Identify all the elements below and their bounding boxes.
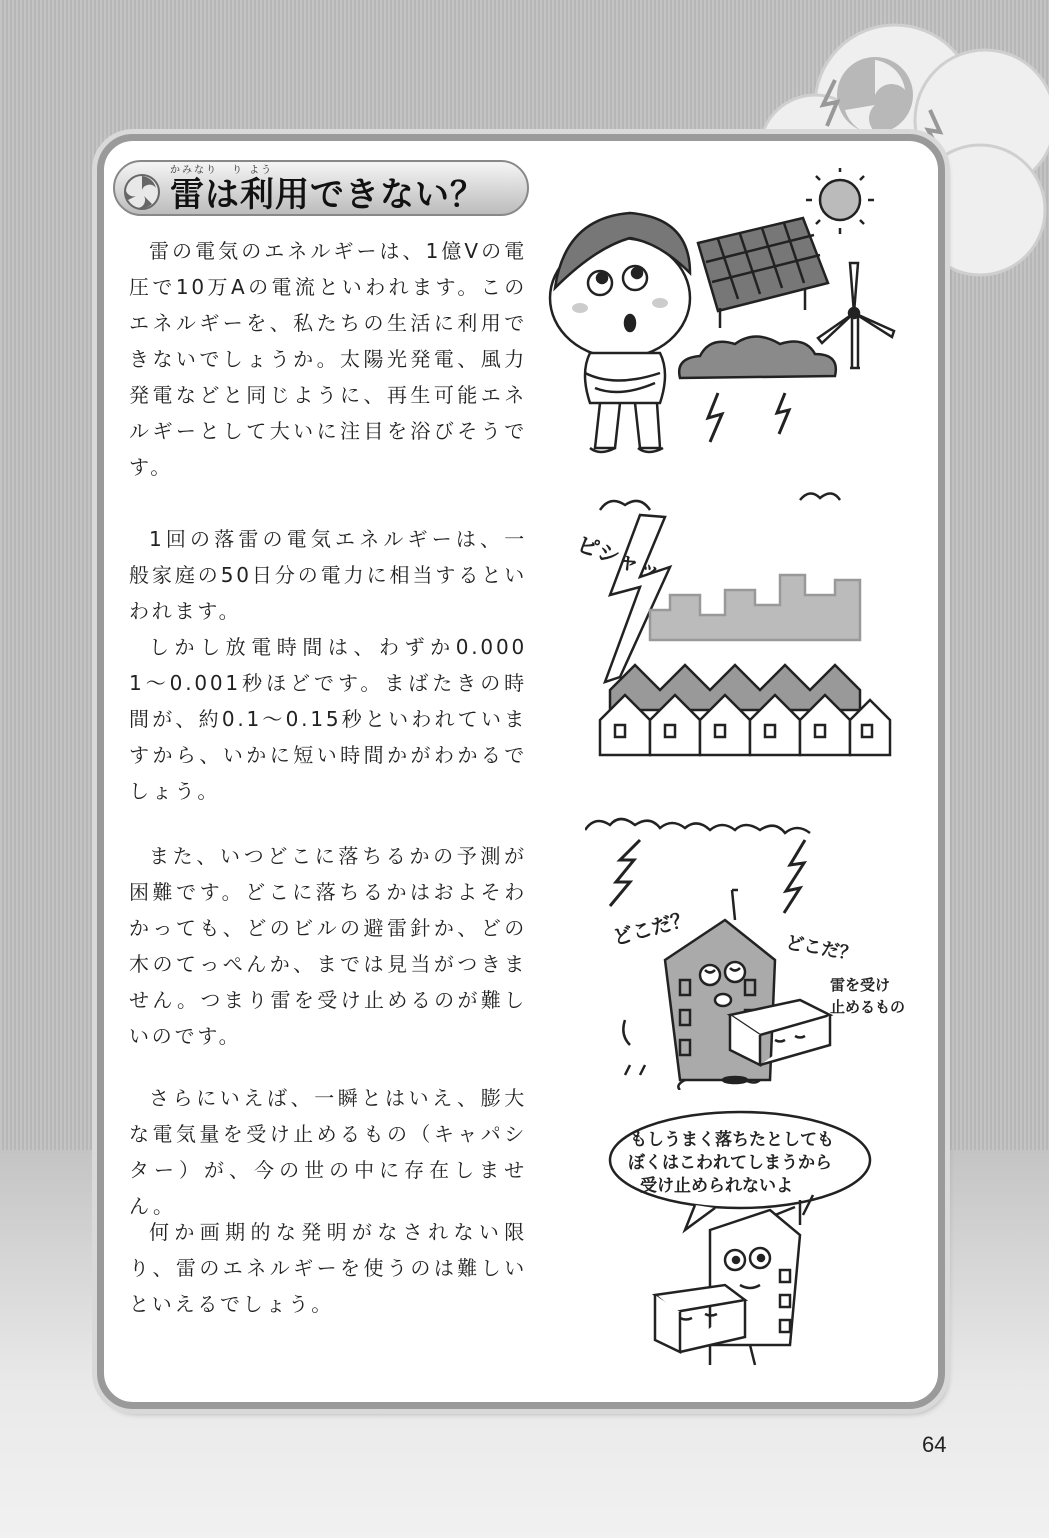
- building-speech-illustration: [600, 1110, 930, 1380]
- section-2: [129, 521, 527, 809]
- lightning-town-illustration: [570, 490, 900, 770]
- section-2-paragraph-2: しかし放電時間は、わずか0.0001〜0.001秒ほどです。まばたきの時間が、約0.1〜0.15秒といわれていますから、いかに短い時間かがわかるでしょう。: [129, 635, 527, 803]
- speech-line-1: もしうまく落ちたとしても: [630, 1130, 834, 1150]
- section-4-paragraph-1: さらにいえば、一瞬とはいえ、膨大な電気量を受け止めるもの（キャパシター）が、今の世の中に存在しません。: [129, 1086, 527, 1218]
- where-speech-1: どこだ？: [610, 905, 694, 950]
- title-ruby-riyou: り よう: [232, 165, 274, 176]
- section-5: [129, 1214, 527, 1322]
- section-1: [129, 233, 527, 485]
- where-speech-2: どこだ？: [784, 932, 859, 966]
- speech-line-2: ぼくはこわれてしまうから: [628, 1153, 832, 1173]
- page-title: 雷は利用できない？: [170, 175, 485, 215]
- box-label-line-1: 雷を受け: [830, 976, 891, 994]
- section-2-paragraph-1: 1回の落雷の電気エネルギーは、一般家庭の50日分の電力に相当するといわれます。: [129, 527, 527, 623]
- section-3-paragraph-1: また、いつどこに落ちるかの予測が困難です。どこに落ちるかはおよそわかっても、どのビルの避雷針か、どの木のてっぺんか、までは見当がつきません。つまり雷を受け止めるのが難しいのです。: [129, 844, 527, 1048]
- page-number: 64: [922, 1432, 947, 1457]
- swirl-icon: [120, 172, 164, 212]
- lightning-sound-text: ピシャッ: [572, 532, 664, 586]
- title-ruby-kaminari: かみなり: [170, 165, 218, 176]
- speech-line-3: 受け止められないよ: [640, 1176, 793, 1196]
- section-4: [129, 1080, 527, 1224]
- boy-renewable-energy-illustration: [540, 168, 920, 468]
- section-3: [129, 838, 527, 1054]
- section-1-paragraph-1: 雷の電気のエネルギーは、1億Vの電圧で10万Aの電流といわれます。このエネルギーを、私たちの生活に利用できないでしょうか。太陽光発電、風力発電などと同じように、再生可能エネルギーとして大いに注目を浴びそうです。: [129, 239, 527, 479]
- box-label-line-2: 止めるもの: [830, 998, 906, 1016]
- building-searching-illustration: [585, 800, 915, 1090]
- section-5-paragraph-1: 何か画期的な発明がなされない限り、雷のエネルギーを使うのは難しいといえるでしょう。: [129, 1220, 527, 1316]
